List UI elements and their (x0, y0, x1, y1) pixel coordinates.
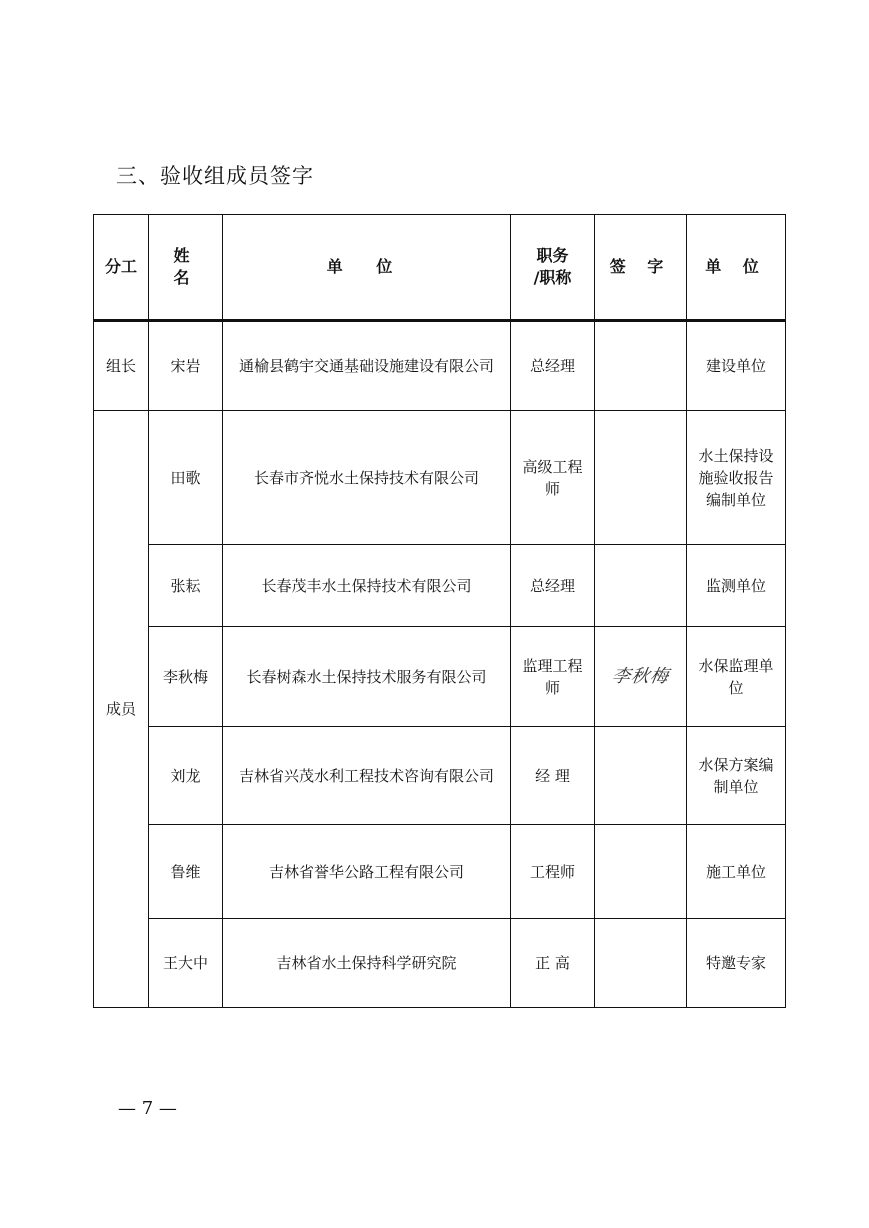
signature-cell (595, 727, 687, 825)
title-cell: 经 理 (511, 727, 595, 825)
unit-cell: 长春市齐悦水土保持技术有限公司 (223, 411, 511, 545)
signature-cell (595, 627, 687, 727)
unit-cell: 吉林省兴茂水利工程技术咨询有限公司 (223, 727, 511, 825)
unit-type-cell: 监测单位 (687, 545, 786, 627)
name-cell: 李秋梅 (149, 627, 223, 727)
unit-type-cell: 建设单位 (687, 321, 786, 411)
table-row-leader (94, 321, 786, 411)
title-cell: 工程师 (511, 825, 595, 919)
unit-type-cell: 水土保持设施验收报告编制单位 (687, 411, 786, 545)
table-row (94, 545, 786, 627)
unit-cell: 长春茂丰水土保持技术有限公司 (223, 545, 511, 627)
unit-type-cell: 施工单位 (687, 825, 786, 919)
table-row (94, 825, 786, 919)
header-name: 姓 名 (149, 215, 223, 321)
unit-cell: 吉林省誉华公路工程有限公司 (223, 825, 511, 919)
header-title-line2: /职称 (533, 268, 572, 287)
section-title: 三、验收组成员签字 (116, 164, 314, 188)
header-row (94, 215, 786, 321)
page-number: — 7 — (118, 1098, 177, 1119)
header-unit-type: 单 位 (687, 215, 786, 321)
acceptance-team-table (93, 214, 786, 1008)
header-unit: 单 位 (223, 215, 511, 321)
title-cell: 监理工程师 (511, 627, 595, 727)
signature-cell (595, 321, 687, 411)
unit-type-cell: 水保方案编制单位 (687, 727, 786, 825)
name-cell: 鲁维 (149, 825, 223, 919)
header-title-line1: 职务 (536, 246, 569, 265)
name-cell: 刘龙 (149, 727, 223, 825)
title-cell: 总经理 (511, 545, 595, 627)
handwritten-signature: 李秋梅 (610, 665, 671, 687)
unit-cell: 通榆县鹤宇交通基础设施建设有限公司 (223, 321, 511, 411)
header-title (511, 215, 595, 321)
unit-cell: 吉林省水土保持科学研究院 (223, 919, 511, 1008)
signature-cell (595, 545, 687, 627)
title-cell: 正 高 (511, 919, 595, 1008)
name-cell: 宋岩 (149, 321, 223, 411)
signature-cell (595, 919, 687, 1008)
title-cell: 高级工程师 (511, 411, 595, 545)
signature-cell (595, 825, 687, 919)
table-row (94, 411, 786, 545)
unit-type-cell: 特邀专家 (687, 919, 786, 1008)
table-row (94, 627, 786, 727)
division-cell: 成员 (94, 411, 149, 1008)
unit-type-cell: 水保监理单位 (687, 627, 786, 727)
unit-cell: 长春树森水土保持技术服务有限公司 (223, 627, 511, 727)
header-division: 分工 (94, 215, 149, 321)
name-cell: 张耘 (149, 545, 223, 627)
name-cell: 王大中 (149, 919, 223, 1008)
table-row (94, 727, 786, 825)
name-cell: 田歌 (149, 411, 223, 545)
header-signature: 签 字 (595, 215, 687, 321)
table-row (94, 919, 786, 1008)
title-cell: 总经理 (511, 321, 595, 411)
division-cell: 组长 (94, 321, 149, 411)
signature-cell (595, 411, 687, 545)
